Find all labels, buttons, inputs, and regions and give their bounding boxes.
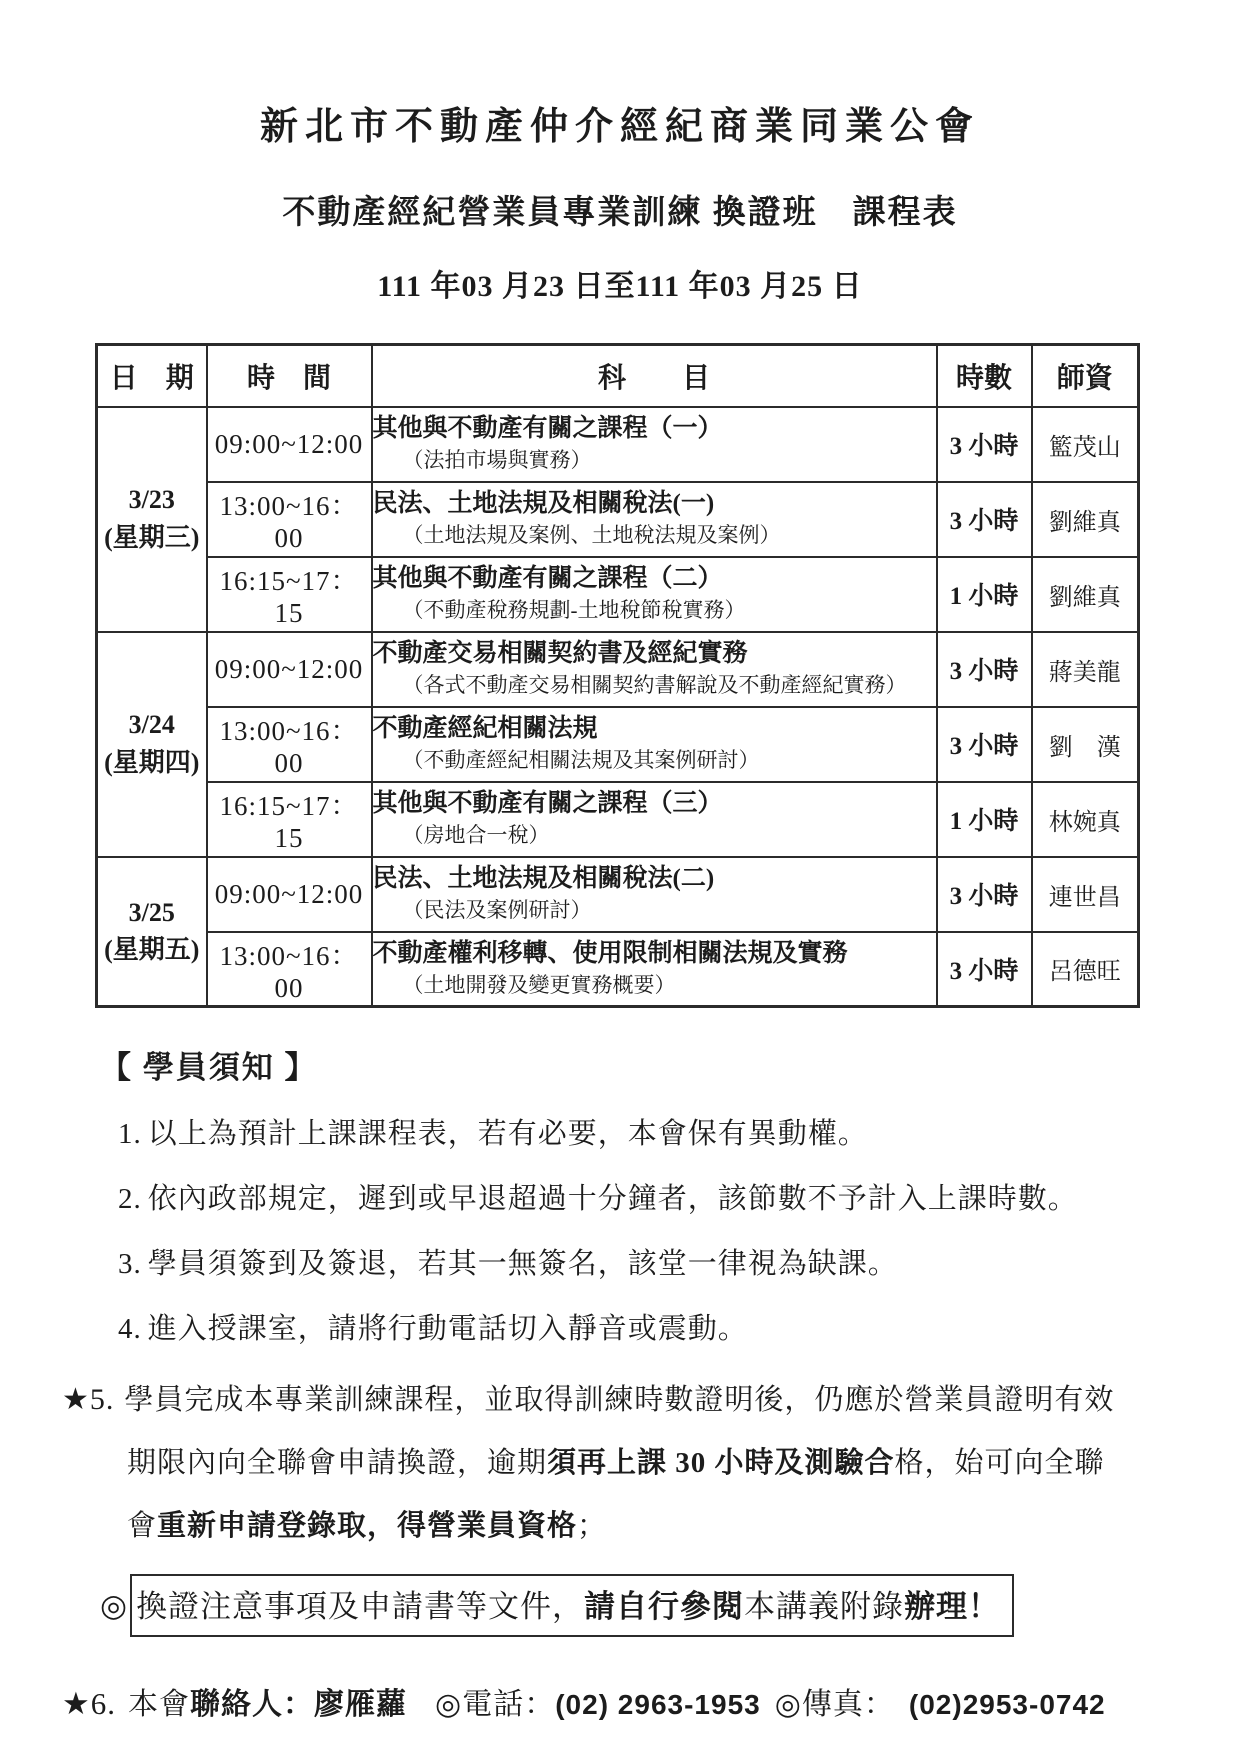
- subject-cell: [372, 707, 937, 782]
- item5-line2-pre: 期限內向全聯會申請換證，逾期: [127, 1447, 548, 1479]
- subject-title: 不動產權利移轉、使用限制相關法規及實務: [372, 940, 848, 968]
- subject-cell: [372, 632, 937, 707]
- table-row: [97, 707, 1139, 782]
- item6-normal: 本會: [128, 1688, 191, 1721]
- subject-title: 民法、土地法規及相關稅法(一): [372, 490, 715, 518]
- notice-heading: 【 學員須知 】: [100, 1050, 318, 1085]
- subject-cell: [372, 857, 937, 932]
- instructor-cell: 劉維真: [1032, 482, 1139, 557]
- time-cell: 13:00~16：00: [207, 932, 372, 1007]
- date-value: 3/23: [128, 485, 175, 515]
- item5-line2-bold: 須再上課 30 小時及測驗合: [547, 1447, 895, 1479]
- phone-number: (02) 2963-1953: [555, 1689, 761, 1720]
- date-cell-324: [97, 632, 207, 857]
- table-row: [97, 407, 1139, 482]
- time-cell: 09:00~12:00: [207, 857, 372, 932]
- col-header-instructor: 師資: [1032, 345, 1139, 407]
- notice-item-2: [118, 1176, 1240, 1217]
- time-cell: 09:00~12:00: [207, 632, 372, 707]
- date-value: 3/25: [128, 897, 175, 927]
- subject-cell: [372, 407, 937, 482]
- instructor-cell: 連世昌: [1032, 857, 1139, 932]
- notice-item-5-line2: [127, 1440, 1240, 1481]
- time-cell: 09:00~12:00: [207, 407, 372, 482]
- contact-person: 聯絡人：廖雁蘿: [190, 1688, 408, 1721]
- table-row: [97, 782, 1139, 857]
- subject-detail: （各式不動產交易相關契約書解說及不動產經紀實務）: [402, 673, 907, 698]
- instructor-cell: 劉維真: [1032, 557, 1139, 632]
- notice-item-text: 學員須簽到及簽退，若其一無簽名，該堂一律視為缺課。: [147, 1248, 898, 1280]
- hours-cell: 1 小時: [937, 782, 1032, 857]
- subject-cell: [372, 557, 937, 632]
- time-cell: 13:00~16：00: [207, 707, 372, 782]
- phone-label: ◎電話：: [435, 1688, 556, 1721]
- item5-line3-bold: 重新申請登錄取，得營業員資格: [157, 1510, 578, 1542]
- boxed-note-bold2: 辦理！: [904, 1589, 1001, 1624]
- table-row: [97, 932, 1139, 1007]
- boxed-note-bold1: 請自行參閱: [584, 1589, 745, 1624]
- star-marker-6: ★6.: [62, 1686, 117, 1721]
- item5-line3-post: ；: [577, 1510, 608, 1542]
- subject-cell: [372, 782, 937, 857]
- course-schedule-table: [95, 343, 1140, 1008]
- time-cell: 13:00~16：00: [207, 482, 372, 557]
- col-header-hours: 時數: [937, 345, 1032, 407]
- boxed-note-box: [130, 1574, 1014, 1637]
- subject-title: 其他與不動產有關之課程（二）: [372, 565, 723, 593]
- instructor-cell: 蔣美龍: [1032, 632, 1139, 707]
- page-subtitle: 不動產經紀營業員專業訓練 換證班 課程表: [282, 195, 958, 231]
- notice-item-4: [118, 1306, 1240, 1347]
- circle-bullet-icon: ◎: [100, 1587, 129, 1623]
- subject-title: 其他與不動產有關之課程（一）: [372, 415, 723, 443]
- instructor-cell: 籃茂山: [1032, 407, 1139, 482]
- hours-cell: 3 小時: [937, 932, 1032, 1007]
- date-cell-323: [97, 407, 207, 632]
- boxed-note-normal2: 本講義附錄: [744, 1589, 905, 1624]
- subject-cell: [372, 932, 937, 1007]
- subject-detail: （不動產稅務規劃-土地稅節稅實務）: [402, 598, 746, 623]
- subject-detail: （民法及案例研討）: [402, 898, 592, 923]
- hours-cell: 3 小時: [937, 857, 1032, 932]
- subject-detail: （法拍市場與實務）: [402, 448, 592, 473]
- table-row: [97, 557, 1139, 632]
- notice-item-number: 3.: [118, 1248, 142, 1280]
- item5-line2-post: 格，始可向全聯: [894, 1447, 1105, 1479]
- subject-title: 不動產經紀相關法規: [372, 715, 598, 743]
- weekday-value: (星期三): [104, 523, 200, 552]
- time-cell: 16:15~17：15: [207, 557, 372, 632]
- notice-item-text: 依內政部規定，遲到或早退超過十分鐘者，該節數不予計入上課時數。: [147, 1183, 1078, 1215]
- weekday-value: (星期五): [104, 935, 200, 965]
- notice-item-5: [62, 1377, 1240, 1418]
- col-header-subject: 科 目: [372, 345, 937, 407]
- table-header-row: [97, 345, 1139, 407]
- notice-item5-line1: 學員完成本專業訓練課程，並取得訓練時數證明後，仍應於營業員證明有效: [124, 1384, 1115, 1416]
- notice-item-3: [118, 1241, 1240, 1282]
- course-date-range: 111 年03 月23 日至111 年03 月25 日: [377, 270, 863, 303]
- subject-title: 民法、土地法規及相關稅法(二): [372, 865, 715, 893]
- subject-cell: [372, 482, 937, 557]
- instructor-cell: 呂德旺: [1032, 932, 1139, 1007]
- fax-label: ◎傳真：: [774, 1688, 895, 1721]
- notice-item-number: 4.: [118, 1313, 142, 1345]
- notice-item-6: [62, 1679, 1240, 1723]
- table-row: [97, 482, 1139, 557]
- subject-detail: （不動產經紀相關法規及其案例研討）: [402, 748, 760, 773]
- col-header-time: 時 間: [207, 345, 372, 407]
- hours-cell: 3 小時: [937, 407, 1032, 482]
- table-row: [97, 632, 1139, 707]
- date-value: 3/24: [128, 710, 175, 740]
- hours-cell: 3 小時: [937, 632, 1032, 707]
- item5-line3-pre: 會: [127, 1510, 158, 1542]
- notice-item-text: 進入授課室，請將行動電話切入靜音或震動。: [147, 1313, 748, 1345]
- fax-number: (02)2953-0742: [908, 1689, 1106, 1720]
- col-header-date: 日 期: [97, 345, 207, 407]
- notice-item-text: 以上為預計上課課程表，若有必要，本會保有異動權。: [147, 1118, 868, 1150]
- table-row: [97, 857, 1139, 932]
- notice-item-1: [118, 1111, 1240, 1152]
- page-title: 新北市不動產仲介經紀商業同業公會: [259, 106, 980, 148]
- hours-cell: 1 小時: [937, 557, 1032, 632]
- hours-cell: 3 小時: [937, 707, 1032, 782]
- subject-detail: （土地法規及案例、土地稅法規及案例）: [402, 523, 781, 548]
- subject-title: 不動產交易相關契約書及經紀實務: [372, 640, 748, 668]
- boxed-note-normal1: 換證注意事項及申請書等文件，: [136, 1589, 585, 1624]
- notice-item-number: 2.: [118, 1183, 142, 1215]
- time-cell: 16:15~17：15: [207, 782, 372, 857]
- subject-detail: （房地合一稅）: [402, 823, 550, 848]
- hours-cell: 3 小時: [937, 482, 1032, 557]
- star-marker-5: ★5.: [62, 1383, 115, 1416]
- weekday-value: (星期四): [104, 748, 200, 777]
- notice-item-number: 1.: [118, 1118, 142, 1150]
- subject-title: 其他與不動產有關之課程（三）: [372, 790, 723, 818]
- boxed-note: [100, 1574, 1240, 1637]
- date-cell-325: [97, 857, 207, 1007]
- notice-item-5-line3: [127, 1503, 1240, 1544]
- instructor-cell: 劉 漢: [1032, 707, 1139, 782]
- subject-detail: （土地開發及變更實務概要）: [402, 972, 676, 997]
- instructor-cell: 林婉真: [1032, 782, 1139, 857]
